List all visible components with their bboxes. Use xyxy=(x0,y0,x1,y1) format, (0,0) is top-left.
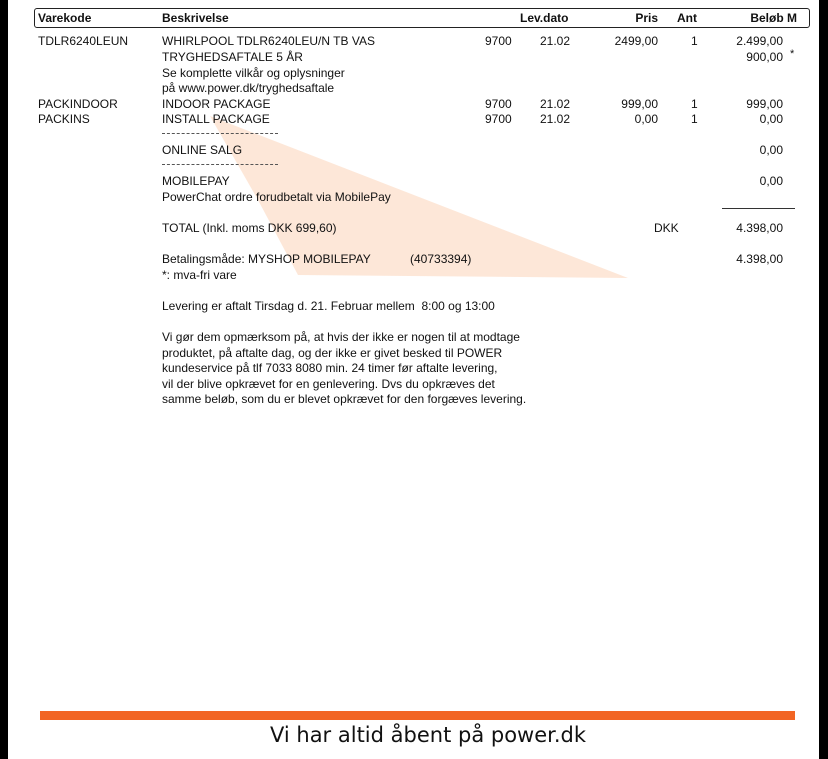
col-header-varekode: Varekode xyxy=(38,11,92,25)
total-amount: 4.398,00 xyxy=(736,221,783,235)
line-code: TDLR6240LEUN xyxy=(38,34,129,48)
mobilepay-label: MOBILEPAY xyxy=(162,174,230,188)
line-qty: 1 xyxy=(691,112,698,126)
line-price: 0,00 xyxy=(634,112,658,126)
line-price: 2499,00 xyxy=(614,34,658,48)
invoice-sheet xyxy=(8,0,819,759)
line-store: 9700 xyxy=(485,97,512,111)
total-currency: DKK xyxy=(654,221,679,235)
line-desc: INSTALL PACKAGE xyxy=(162,112,270,126)
mobilepay-note: PowerChat ordre forudbetalt via MobilePay xyxy=(162,190,391,204)
line-date: 21.02 xyxy=(540,97,571,111)
col-header-pris: Pris xyxy=(635,11,658,25)
footer-orange-bar xyxy=(40,711,795,720)
line-price: 999,00 xyxy=(621,97,658,111)
line-code: PACKINS xyxy=(38,112,90,126)
divider xyxy=(162,164,278,165)
col-header-levdato: Lev.dato xyxy=(520,11,569,25)
notice-line: vil der blive opkrævet for en genlevering. Dvs du opkræves det xyxy=(162,376,495,391)
line-date: 21.02 xyxy=(540,112,571,126)
line-store: 9700 xyxy=(485,112,512,126)
notice-paragraph xyxy=(162,330,582,408)
line-amount: 2.499,00 xyxy=(736,34,783,48)
payment-amount: 4.398,00 xyxy=(736,252,783,266)
vat-free-note: *: mva-fri vare xyxy=(162,268,237,282)
col-header-ant: Ant xyxy=(677,11,697,25)
line-desc: WHIRLPOOL TDLR6240LEU/N TB VAS xyxy=(162,34,375,48)
mobilepay-amount: 0,00 xyxy=(759,174,783,188)
online-sale-label: ONLINE SALG xyxy=(162,143,243,157)
divider xyxy=(162,133,278,134)
payment-method: Betalingsmåde: MYSHOP MOBILEPAY xyxy=(162,252,371,266)
notice-line: produktet, på aftalte dag, og der ikke er givet besked til POWER xyxy=(162,345,503,360)
notice-line: kundeservice på tlf 7033 8080 min. 24 timer før aftalte levering, xyxy=(162,361,498,375)
online-sale-amount: 0,00 xyxy=(759,143,783,157)
line-qty: 1 xyxy=(691,34,698,48)
line-desc: på www.power.dk/tryghedsaftale xyxy=(162,81,335,95)
col-header-beskrivelse: Beskrivelse xyxy=(162,11,229,25)
line-desc: Se komplette vilkår og oplysninger xyxy=(162,66,345,80)
line-store: 9700 xyxy=(485,34,512,48)
line-amount: 900,00 xyxy=(746,50,783,64)
vat-free-mark: * xyxy=(790,48,795,60)
payment-reference: (40733394) xyxy=(410,252,472,266)
total-label: TOTAL (Inkl. moms DKK 699,60) xyxy=(162,221,337,235)
line-desc: INDOOR PACKAGE xyxy=(162,97,271,111)
delivery-info: Levering er aftalt Tirsdag d. 21. Februar mellem 8:00 og 13:00 xyxy=(162,299,495,313)
line-amount: 0,00 xyxy=(759,112,783,126)
footer-slogan: Vi har altid åbent på power.dk xyxy=(269,723,587,747)
line-desc: TRYGHEDSAFTALE 5 ÅR xyxy=(162,50,303,64)
line-code: PACKINDOOR xyxy=(38,97,118,111)
line-date: 21.02 xyxy=(540,34,571,48)
line-qty: 1 xyxy=(691,97,698,111)
col-header-belob: Beløb M xyxy=(750,11,797,25)
line-amount: 999,00 xyxy=(746,97,783,111)
sum-line xyxy=(722,208,795,209)
notice-line: samme beløb, som du er blevet opkrævet for den forgæves levering. xyxy=(162,392,527,406)
notice-line: Vi gør dem opmærksom på, at hvis der ikke er nogen til at modtage xyxy=(162,330,520,344)
